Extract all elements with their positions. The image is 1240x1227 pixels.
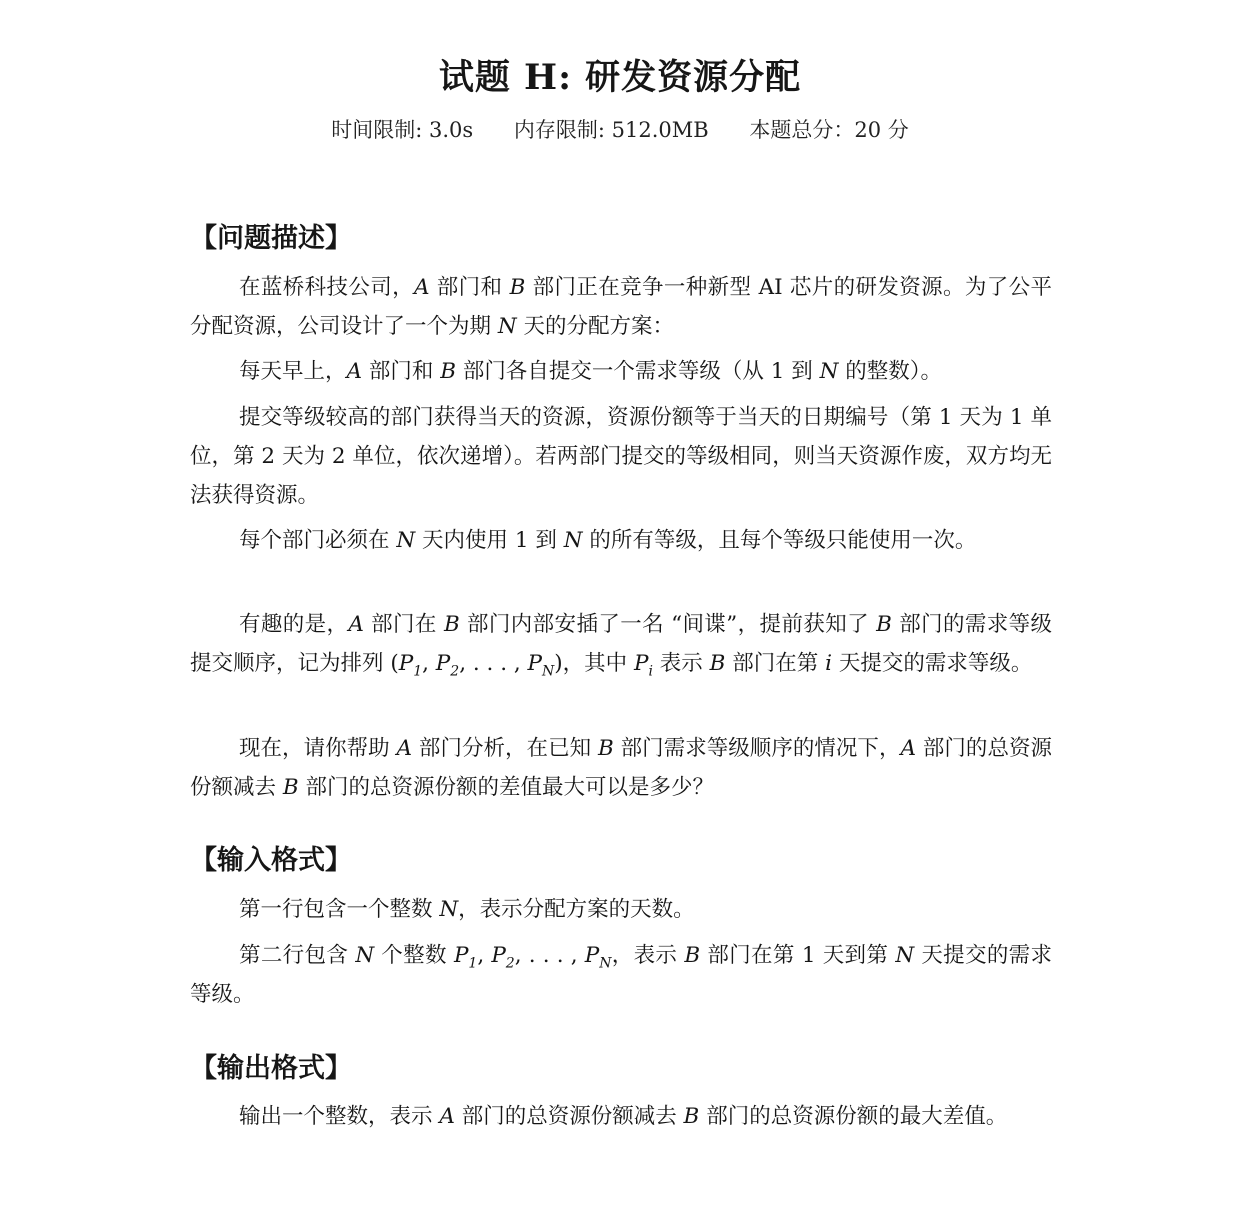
description-paragraph: 每个部门必须在 N 天内使用 1 到 N 的所有等级，且每个等级只能使用一次。	[239, 528, 977, 553]
description-paragraph: 在蓝桥科技公司，A 部门和 B 部门正在竞争一种新型 AI 芯片的研发资源。为了公平分配资源，公司设计了一个为期 N 天的分配方案：	[190, 275, 1052, 339]
description-paragraph: 每天早上，A 部门和 B 部门各自提交一个需求等级（从 1 到 N 的整数）。	[239, 359, 942, 384]
description-paragraph: 现在，请你帮助 A 部门分析，在已知 B 部门需求等级顺序的情况下，A 部门的总资源份额减去 B 部门的总资源份额的差值最大可以是多少？	[190, 736, 1052, 800]
problem-title: 试题 H: 研发资源分配	[438, 57, 802, 98]
total-score: 本题总分：20 分	[749, 118, 909, 142]
time-limit: 时间限制: 3.0s	[331, 118, 474, 142]
output-format-heading: 【输出格式】	[190, 1053, 352, 1084]
input-format-heading: 【输入格式】	[190, 845, 352, 876]
problem-limits	[0, 114, 1240, 144]
description-paragraph: 提交等级较高的部门获得当天的资源，资源份额等于当天的日期编号（第 1 天为 1 单位，第 2 天为 2 单位，依次递增）。若两部门提交的等级相同，则当天资源作废，双方均无法获得资源。	[190, 405, 1052, 508]
input-format-paragraph: 第一行包含一个整数 N，表示分配方案的天数。	[239, 897, 695, 922]
description-paragraph: 有趣的是，A 部门在 B 部门内部安插了一名 “间谍”，提前获知了 B 部门的需求等级提交顺序，记为排列 ($P_1$, $P_2$, . . . , $P_N$)，其中 $P_i$ 表示 B 部门在第 i 天提交的需求等级。	[190, 612, 1052, 680]
output-format-paragraph: 输出一个整数，表示 A 部门的总资源份额减去 B 部门的总资源份额的最大差值。	[239, 1104, 1008, 1129]
description-heading: 【问题描述】	[190, 223, 352, 254]
input-format-paragraph: 第二行包含 N 个整数 $P_1$, $P_2$, . . . , $P_N$，表示 B 部门在第 1 天到第 N 天提交的需求等级。	[190, 943, 1052, 1007]
memory-limit: 内存限制: 512.0MB	[513, 118, 709, 142]
